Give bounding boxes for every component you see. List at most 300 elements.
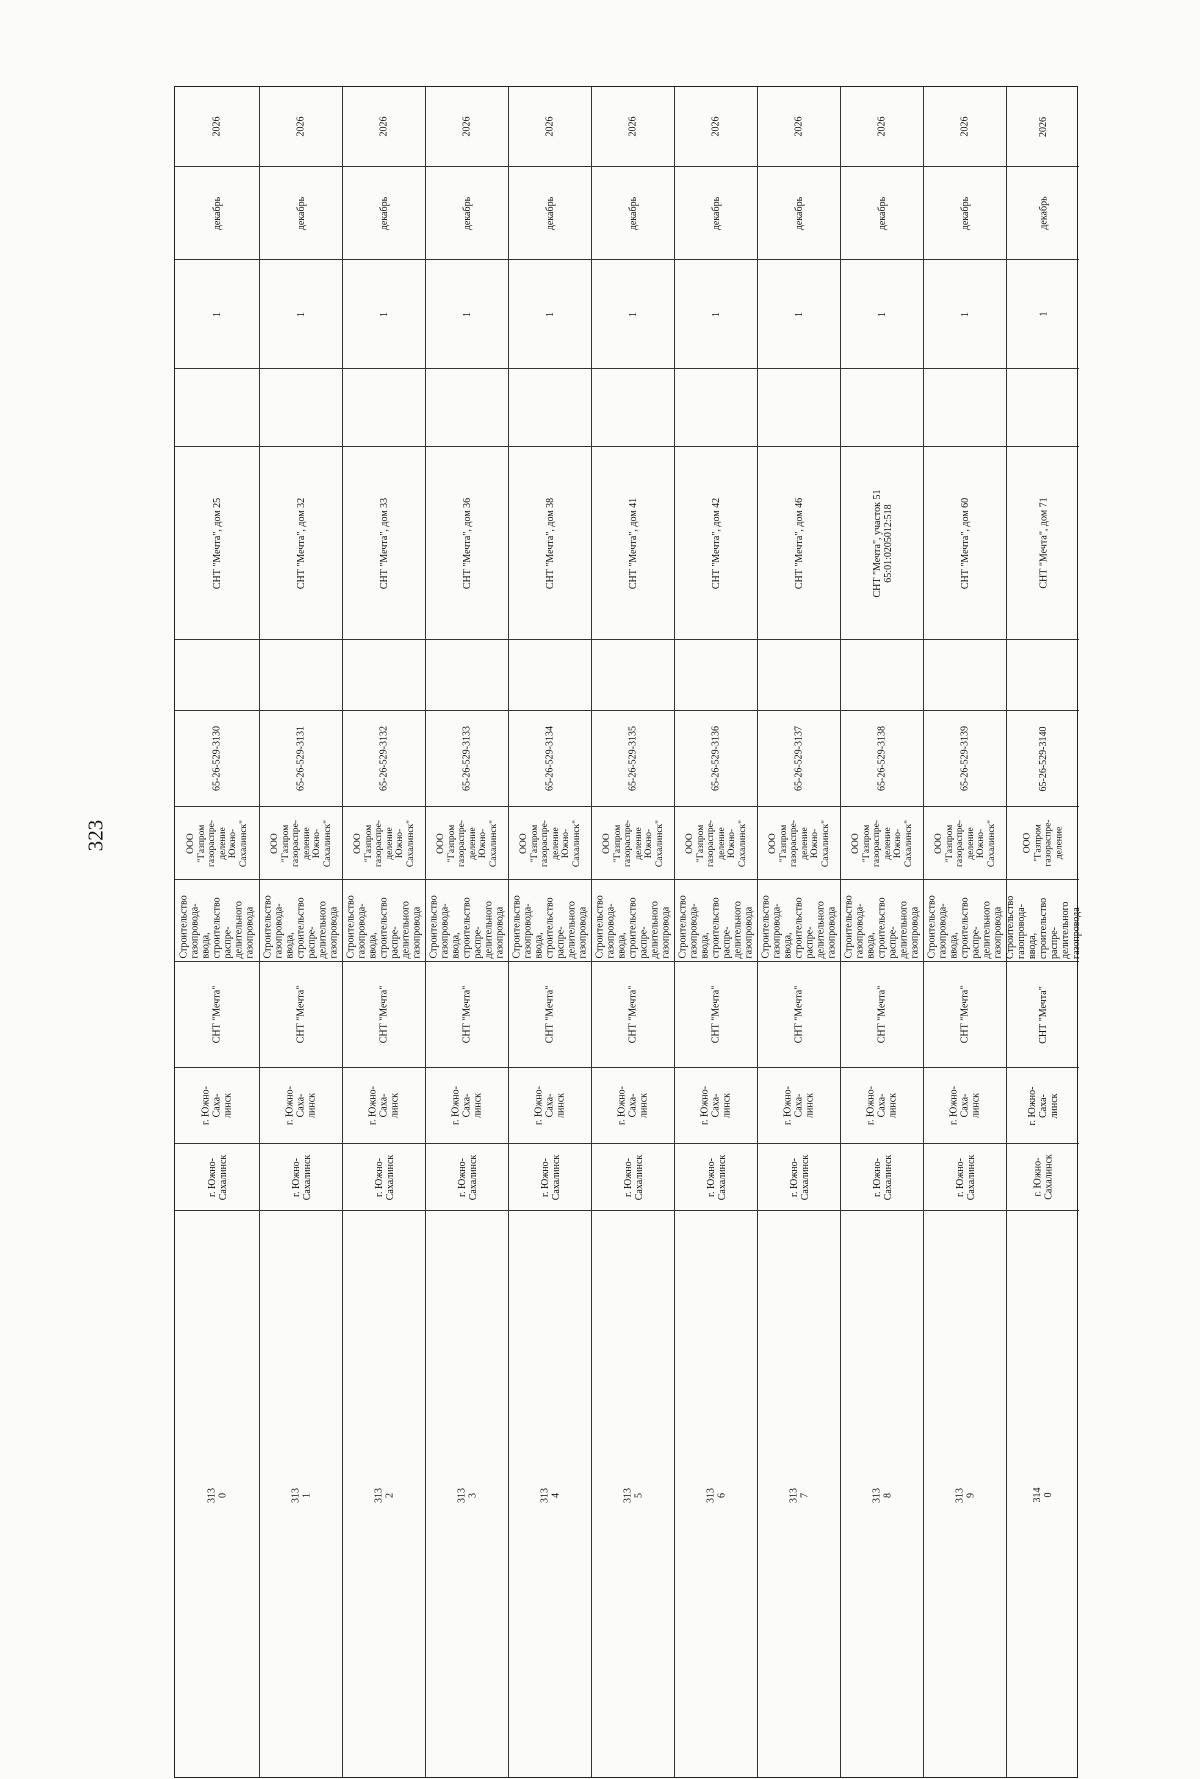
locality-cell — [426, 1068, 508, 1144]
work-text: Строительство газопровода- ввода, строительство распре- делительного газопровода — [345, 895, 423, 959]
table-row — [175, 87, 260, 1777]
blank-cell — [426, 369, 508, 447]
object-text: СНТ "Мечта" — [544, 985, 556, 1044]
org-text: ООО "Газпром газораспре- деление Южно- Сахалинск" — [352, 819, 415, 867]
address-text: СНТ "Мечта", дом 42 — [710, 497, 722, 589]
district-cell — [175, 1144, 259, 1211]
count-text: 1 — [627, 311, 639, 317]
count-cell — [675, 260, 757, 369]
work-text: Строительство газопровода- ввода, строительство распре- делительного газопровода — [428, 895, 506, 959]
page-number — [81, 815, 111, 855]
extra-text — [844, 643, 921, 708]
code-cell — [343, 711, 425, 807]
table-row — [841, 87, 924, 1777]
year-cell — [758, 87, 840, 167]
count-cell — [175, 260, 259, 369]
code-cell — [675, 711, 757, 807]
locality-text: г. Южно- Саха- линск — [616, 1086, 650, 1125]
month-text: декабрь — [544, 196, 556, 230]
row-number-cell — [675, 1211, 757, 1779]
object-text: СНТ "Мечта" — [378, 985, 390, 1044]
address-text: СНТ "Мечта", дом 71 — [1037, 497, 1049, 589]
address-text: СНТ "Мечта", дом 33 — [378, 497, 390, 589]
code-cell — [175, 711, 259, 807]
address-text: СНТ "Мечта", дом 60 — [959, 497, 971, 589]
org-text: ООО "Газпром газораспре- деление Южно- Сахалинск" — [518, 819, 581, 867]
code-cell — [841, 711, 923, 807]
work-cell — [592, 880, 674, 962]
locality-cell — [1007, 1068, 1079, 1144]
object-cell — [758, 962, 840, 1068]
extra-text — [927, 643, 1004, 708]
address-text: СНТ "Мечта", дом 46 — [793, 497, 805, 589]
work-cell — [175, 880, 259, 962]
district-text: г. Южно- Сахалинск — [206, 1154, 228, 1200]
code-text: 65-26-529-3131 — [295, 726, 307, 791]
table-row — [343, 87, 426, 1777]
org-cell — [426, 807, 508, 880]
district-cell — [592, 1144, 674, 1211]
count-text: 1 — [710, 311, 722, 317]
address-cell — [175, 447, 259, 640]
locality-text: г. Южно- Саха- линск — [284, 1086, 318, 1125]
work-cell — [426, 880, 508, 962]
code-text: 65-26-529-3140 — [1037, 726, 1049, 791]
extra-text — [429, 643, 506, 708]
count-cell — [426, 260, 508, 369]
object-cell — [175, 962, 259, 1068]
work-text: Строительство газопровода- ввода, строительство распре- делительного газопровода — [843, 895, 921, 959]
month-text: декабрь — [461, 196, 473, 230]
blank-text — [927, 372, 1004, 444]
locality-cell — [758, 1068, 840, 1144]
address-cell — [426, 447, 508, 640]
blank-cell — [675, 369, 757, 447]
extra-text — [678, 643, 755, 708]
code-text: 65-26-529-3138 — [876, 726, 888, 791]
district-cell — [426, 1144, 508, 1211]
code-cell — [758, 711, 840, 807]
address-cell — [758, 447, 840, 640]
org-cell — [260, 807, 342, 880]
address-cell — [924, 447, 1006, 640]
work-text: Строительство газопровода- ввода, строительство распре- делительного газопровода — [1004, 895, 1082, 959]
year-text: 2026 — [378, 116, 390, 137]
object-cell — [841, 962, 923, 1068]
blank-text — [595, 372, 672, 444]
object-cell — [260, 962, 342, 1068]
org-cell — [509, 807, 591, 880]
extra-cell — [426, 640, 508, 711]
year-cell — [509, 87, 591, 167]
locality-cell — [675, 1068, 757, 1144]
blank-cell — [260, 369, 342, 447]
district-text: г. Южно- Сахалинск — [788, 1154, 810, 1200]
district-text: г. Южно- Сахалинск — [373, 1154, 395, 1200]
row-number-cell — [841, 1211, 923, 1779]
count-text: 1 — [461, 311, 473, 317]
month-text: декабрь — [959, 196, 971, 230]
count-text: 1 — [876, 311, 888, 317]
month-text: декабрь — [793, 196, 805, 230]
table-row — [924, 87, 1007, 1777]
code-cell — [1007, 711, 1079, 807]
count-cell — [841, 260, 923, 369]
work-text: Строительство газопровода- ввода, строительство распре- делительного газопровода — [262, 895, 340, 959]
extra-cell — [260, 640, 342, 711]
code-cell — [426, 711, 508, 807]
extra-cell — [175, 640, 259, 711]
row-number-cell — [343, 1211, 425, 1779]
year-cell — [426, 87, 508, 167]
month-cell — [924, 167, 1006, 260]
extra-cell — [841, 640, 923, 711]
extra-text — [178, 643, 257, 708]
code-cell — [509, 711, 591, 807]
org-cell — [175, 807, 259, 880]
code-text: 65-26-529-3133 — [461, 726, 473, 791]
table-row — [509, 87, 592, 1777]
row-number-cell — [592, 1211, 674, 1779]
object-cell — [592, 962, 674, 1068]
row-number-text: 313 0 — [206, 1487, 228, 1503]
month-cell — [175, 167, 259, 260]
district-cell — [260, 1144, 342, 1211]
district-cell — [924, 1144, 1006, 1211]
blank-cell — [758, 369, 840, 447]
blank-cell — [343, 369, 425, 447]
extra-cell — [592, 640, 674, 711]
work-cell — [1004, 880, 1082, 962]
table-row — [426, 87, 509, 1777]
code-cell — [924, 711, 1006, 807]
code-text: 65-26-529-3130 — [211, 726, 223, 791]
extra-cell — [1007, 640, 1079, 711]
row-number-text: 313 3 — [456, 1487, 478, 1503]
work-cell — [841, 880, 923, 962]
count-cell — [343, 260, 425, 369]
row-number-text: 313 9 — [954, 1487, 976, 1503]
year-cell — [175, 87, 259, 167]
month-text: декабрь — [378, 196, 390, 230]
org-cell — [592, 807, 674, 880]
org-text: ООО "Газпром газораспре- деление Южно- Сахалинск" — [435, 819, 498, 867]
district-cell — [758, 1144, 840, 1211]
locality-cell — [343, 1068, 425, 1144]
locality-text: г. Южно- Саха- линск — [782, 1086, 816, 1125]
code-text: 65-26-529-3139 — [959, 726, 971, 791]
object-text: СНТ "Мечта" — [1037, 985, 1049, 1044]
row-number-text: 313 2 — [373, 1487, 395, 1503]
locality-text: г. Южно- Саха- линск — [367, 1086, 401, 1125]
object-text: СНТ "Мечта" — [710, 985, 722, 1044]
org-text: ООО "Газпром газораспре- деление Южно- Сахалинск" — [269, 819, 332, 867]
count-text: 1 — [793, 311, 805, 317]
object-cell — [509, 962, 591, 1068]
locality-text: г. Южно- Саха- линск — [1026, 1086, 1060, 1125]
code-text: 65-26-529-3137 — [793, 726, 805, 791]
org-cell — [841, 807, 923, 880]
locality-cell — [841, 1068, 923, 1144]
count-text: 1 — [211, 311, 223, 317]
address-cell — [509, 447, 591, 640]
work-text: Строительство газопровода- ввода, строительство распре- делительного газопровода — [677, 895, 755, 959]
org-cell — [1007, 807, 1079, 880]
work-text: Строительство газопровода- ввода, строительство распре- делительного газопровода — [926, 895, 1004, 959]
object-cell — [426, 962, 508, 1068]
locality-text: г. Южно- Саха- линск — [865, 1086, 899, 1125]
month-text: декабрь — [211, 196, 223, 230]
blank-text — [761, 372, 838, 444]
extra-cell — [924, 640, 1006, 711]
month-cell — [343, 167, 425, 260]
month-cell — [1007, 167, 1079, 260]
extra-text — [761, 643, 838, 708]
month-text: декабрь — [295, 196, 307, 230]
work-cell — [509, 880, 591, 962]
extra-cell — [343, 640, 425, 711]
blank-text — [678, 372, 755, 444]
locality-text: г. Южно- Саха- линск — [699, 1086, 733, 1125]
extra-text — [595, 643, 672, 708]
count-text: 1 — [544, 311, 556, 317]
extra-cell — [675, 640, 757, 711]
locality-text: г. Южно- Саха- линск — [533, 1086, 567, 1125]
object-cell — [343, 962, 425, 1068]
row-number-text: 314 0 — [1032, 1487, 1054, 1503]
address-text: СНТ "Мечта", дом 36 — [461, 497, 473, 589]
year-text: 2026 — [1037, 116, 1049, 137]
row-number-cell — [260, 1211, 342, 1779]
district-text: г. Южно- Сахалинск — [456, 1154, 478, 1200]
district-text: г. Южно- Сахалинск — [705, 1154, 727, 1200]
blank-text — [346, 372, 423, 444]
count-cell — [758, 260, 840, 369]
address-cell — [592, 447, 674, 640]
blank-cell — [924, 369, 1006, 447]
row-number-text: 313 4 — [539, 1487, 561, 1503]
code-text: 65-26-529-3135 — [627, 726, 639, 791]
object-text: СНТ "Мечта" — [211, 985, 223, 1044]
year-text: 2026 — [876, 116, 888, 137]
year-text: 2026 — [959, 116, 971, 137]
address-text: СНТ "Мечта", участок 51 65:01:0205012:518 — [871, 488, 893, 598]
year-cell — [841, 87, 923, 167]
table-row — [1004, 87, 1082, 1777]
row-number-cell — [426, 1211, 508, 1779]
object-cell — [675, 962, 757, 1068]
month-cell — [758, 167, 840, 260]
district-cell — [343, 1144, 425, 1211]
code-cell — [260, 711, 342, 807]
object-text: СНТ "Мечта" — [295, 985, 307, 1044]
code-text: 65-26-529-3132 — [378, 726, 390, 791]
count-text: 1 — [378, 311, 390, 317]
district-text: г. Южно- Сахалинск — [539, 1154, 561, 1200]
row-number-text: 313 6 — [705, 1487, 727, 1503]
extra-cell — [758, 640, 840, 711]
work-text: Строительство газопровода- ввода, строительство распре- делительного газопровода — [178, 895, 256, 959]
address-text: СНТ "Мечта", дом 32 — [295, 497, 307, 589]
count-text: 1 — [959, 311, 971, 317]
org-text: ООО "Газпром газораспре- деление Южно- Сахалинск" — [185, 819, 248, 867]
object-text: СНТ "Мечта" — [461, 985, 473, 1044]
locality-cell — [260, 1068, 342, 1144]
address-cell — [343, 447, 425, 640]
row-number-cell — [924, 1211, 1006, 1779]
address-cell — [841, 447, 923, 640]
district-cell — [675, 1144, 757, 1211]
org-text: ООО "Газпром газораспре- деление Южно- Сахалинск" — [850, 819, 913, 867]
month-cell — [509, 167, 591, 260]
locality-text: г. Южно- Саха- линск — [948, 1086, 982, 1125]
year-text: 2026 — [544, 116, 556, 137]
row-number-cell — [175, 1211, 259, 1779]
month-text: декабрь — [876, 196, 888, 230]
count-cell — [260, 260, 342, 369]
org-cell — [343, 807, 425, 880]
month-cell — [260, 167, 342, 260]
address-cell — [260, 447, 342, 640]
object-text: СНТ "Мечта" — [627, 985, 639, 1044]
code-cell — [592, 711, 674, 807]
year-text: 2026 — [627, 116, 639, 137]
object-cell — [1007, 962, 1079, 1068]
row-number-text: 313 1 — [290, 1487, 312, 1503]
org-text: ООО "Газпром газораспре- деление — [1022, 819, 1064, 867]
address-cell — [675, 447, 757, 640]
count-cell — [509, 260, 591, 369]
year-cell — [592, 87, 674, 167]
org-cell — [924, 807, 1006, 880]
address-cell — [1007, 447, 1079, 640]
month-cell — [841, 167, 923, 260]
row-number-text: 313 7 — [788, 1487, 810, 1503]
month-text: декабрь — [710, 196, 722, 230]
count-text: 1 — [1037, 311, 1049, 317]
year-cell — [260, 87, 342, 167]
locality-cell — [509, 1068, 591, 1144]
object-text: СНТ "Мечта" — [959, 985, 971, 1044]
address-text: СНТ "Мечта", дом 25 — [211, 497, 223, 589]
object-text: СНТ "Мечта" — [793, 985, 805, 1044]
extra-text — [346, 643, 423, 708]
blank-text — [178, 372, 257, 444]
work-cell — [924, 880, 1006, 962]
district-cell — [509, 1144, 591, 1211]
address-text: СНТ "Мечта", дом 41 — [627, 497, 639, 589]
org-text: ООО "Газпром газораспре- деление Южно- Сахалинск" — [767, 819, 830, 867]
district-text: г. Южно- Сахалинск — [871, 1154, 893, 1200]
table-row — [260, 87, 343, 1777]
object-text: СНТ "Мечта" — [876, 985, 888, 1044]
row-number-cell — [758, 1211, 840, 1779]
blank-text — [263, 372, 340, 444]
table-row — [675, 87, 758, 1777]
extra-text — [1010, 643, 1076, 708]
locality-cell — [175, 1068, 259, 1144]
extra-cell — [509, 640, 591, 711]
blank-text — [844, 372, 921, 444]
blank-cell — [509, 369, 591, 447]
year-cell — [1007, 87, 1079, 167]
year-text: 2026 — [211, 116, 223, 137]
locality-text: г. Южно- Саха- линск — [450, 1086, 484, 1125]
row-number-cell — [509, 1211, 591, 1779]
month-text: декабрь — [1037, 196, 1049, 230]
work-text: Строительство газопровода- ввода, строительство распре- делительного газопровода — [760, 895, 838, 959]
table-row — [592, 87, 675, 1777]
work-text: Строительство газопровода- ввода, строительство распре- делительного газопровода — [511, 895, 589, 959]
month-text: декабрь — [627, 196, 639, 230]
table-row — [758, 87, 841, 1777]
page-number-text: 323 — [83, 819, 108, 851]
blank-cell — [841, 369, 923, 447]
org-text: ООО "Газпром газораспре- деление Южно- Сахалинск" — [933, 819, 996, 867]
blank-text — [512, 372, 589, 444]
count-cell — [1007, 260, 1079, 369]
year-cell — [343, 87, 425, 167]
year-cell — [675, 87, 757, 167]
blank-cell — [592, 369, 674, 447]
year-text: 2026 — [793, 116, 805, 137]
locality-text: г. Южно- Саха- линск — [200, 1086, 234, 1125]
district-text: г. Южно- Сахалинск — [954, 1154, 976, 1200]
count-cell — [924, 260, 1006, 369]
extra-text — [512, 643, 589, 708]
work-text: Строительство газопровода- ввода, строительство распре- делительного газопровода — [594, 895, 672, 959]
work-cell — [343, 880, 425, 962]
object-cell — [924, 962, 1006, 1068]
blank-text — [1010, 372, 1076, 444]
blank-cell — [1007, 369, 1079, 447]
locality-cell — [924, 1068, 1006, 1144]
blank-text — [429, 372, 506, 444]
year-cell — [924, 87, 1006, 167]
district-text: г. Южно- Сахалинск — [1032, 1154, 1054, 1200]
locality-cell — [592, 1068, 674, 1144]
work-cell — [758, 880, 840, 962]
district-cell — [841, 1144, 923, 1211]
year-text: 2026 — [461, 116, 473, 137]
district-text: г. Южно- Сахалинск — [290, 1154, 312, 1200]
month-cell — [592, 167, 674, 260]
work-cell — [260, 880, 342, 962]
org-cell — [758, 807, 840, 880]
address-text: СНТ "Мечта", дом 38 — [544, 497, 556, 589]
month-cell — [675, 167, 757, 260]
year-text: 2026 — [710, 116, 722, 137]
blank-cell — [175, 369, 259, 447]
district-text: г. Южно- Сахалинск — [622, 1154, 644, 1200]
month-cell — [426, 167, 508, 260]
org-cell — [675, 807, 757, 880]
org-text: ООО "Газпром газораспре- деление Южно- Сахалинск" — [601, 819, 664, 867]
row-number-cell — [1007, 1211, 1079, 1779]
count-text: 1 — [295, 311, 307, 317]
work-cell — [675, 880, 757, 962]
org-text: ООО "Газпром газораспре- деление Южно- Сахалинск" — [684, 819, 747, 867]
year-text: 2026 — [295, 116, 307, 137]
data-table — [174, 86, 1082, 1778]
row-number-text: 313 8 — [871, 1487, 893, 1503]
district-cell — [1007, 1144, 1079, 1211]
extra-text — [263, 643, 340, 708]
count-cell — [592, 260, 674, 369]
code-text: 65-26-529-3134 — [544, 726, 556, 791]
row-number-text: 313 5 — [622, 1487, 644, 1503]
code-text: 65-26-529-3136 — [710, 726, 722, 791]
